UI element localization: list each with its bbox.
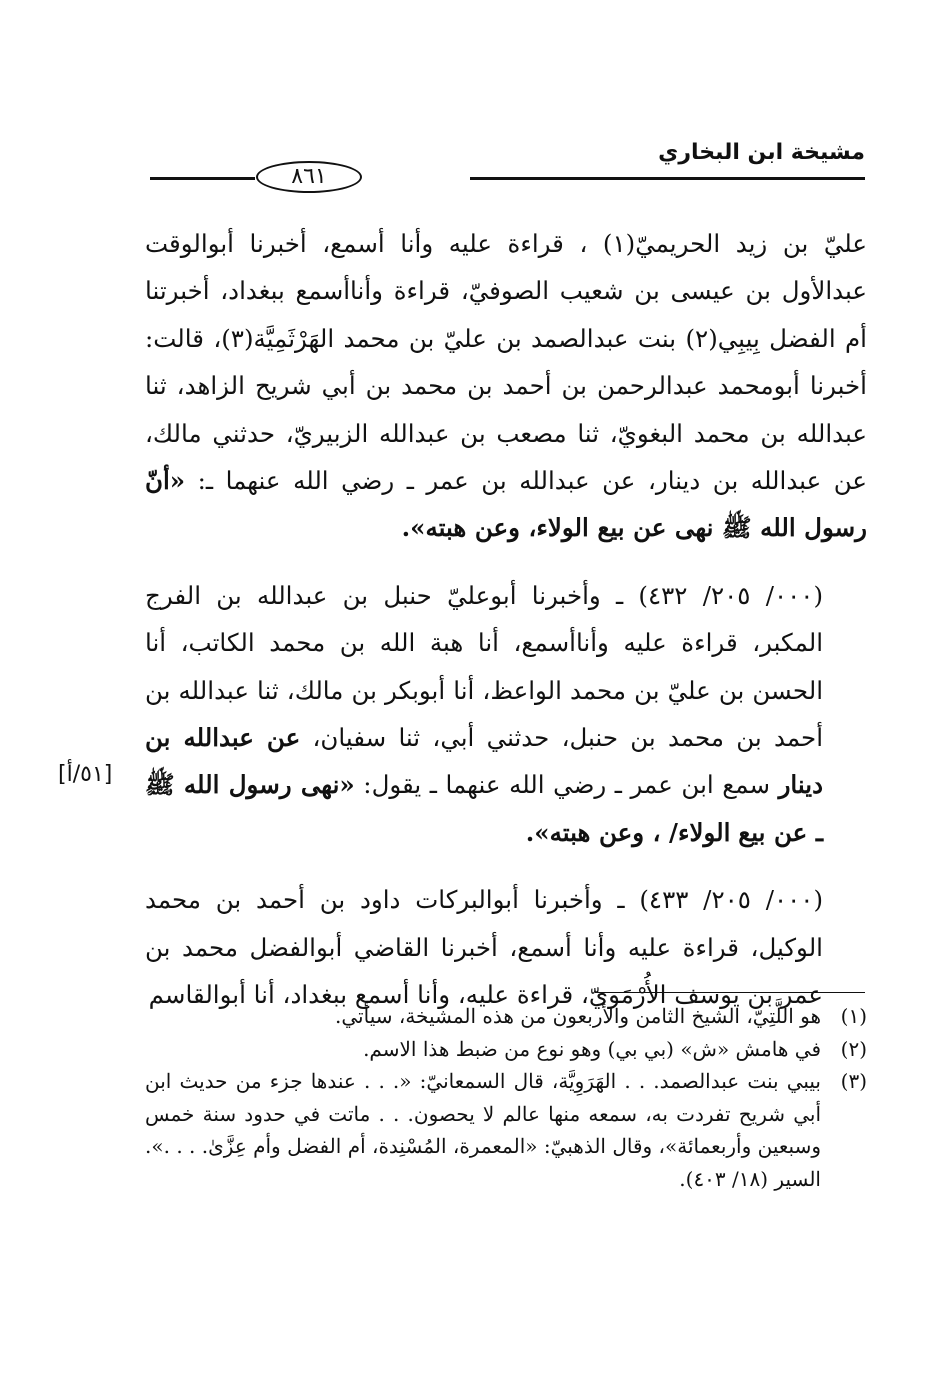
footnote	[145, 1000, 867, 1033]
text-line: عليّ بن زيد الحريميّ(١) ، قراءة عليه وأنا أسمع، أخبرنا أبوالوقت	[145, 229, 867, 258]
footnotes	[145, 1000, 867, 1195]
footnote-text: هو اللَّتِيّ، الشيخ الثامن والأربعون من هذه المشيخة، سيأتي.	[335, 1004, 821, 1028]
page-number: ٨٦١	[256, 161, 362, 193]
footnote	[145, 1033, 867, 1066]
hadith-text: «نهى رسول الله ﷺ ـ عن بيع	[145, 770, 823, 847]
footnote-number: (١)	[840, 1004, 867, 1028]
text-line: عبدالأول بن عيسى بن شعيب الصوفيّ، قراءة وأناأسمع ببغداد، أخبرتنا	[145, 276, 867, 306]
text-line: سمع ابن عمر ـ رضي الله عنهما ـ يقول:	[354, 770, 770, 800]
footnote-line: حديث ابن أبي شريح تفردت به، سمعه منها عالم لا يحصون. . . ماتت في	[145, 1069, 821, 1126]
page-header	[150, 140, 865, 190]
manuscript-folio-marker: [٥١/أ]	[58, 762, 113, 787]
footnote-text	[145, 1065, 821, 1163]
footnote-source: السير (١٨/ ٤٠٣).	[679, 1166, 821, 1191]
footnote-line: بيبي بنت عبدالصمد. . . الهَرَوِيَّة، قال السمعانيّ: «. . . عندها جزء من	[235, 1069, 821, 1093]
text-line: الوكيل، قراءة عليه وأنا أسمع، أخبرنا القاضي أبوالفضل محمد بن	[145, 932, 823, 962]
text-line: (٠٠٠/ ٢٠٥/ ٤٣٣) ـ وأخبرنا أبوالبركات داود بن أحمد بن محمد	[145, 885, 823, 915]
paragraph-1	[145, 220, 867, 552]
footnote-line: حدود سنة خمس وسبعين وأربعمائة»، وقال الذهبيّ: «المعمرة، المُسْنِدة، أم	[145, 1101, 821, 1158]
text-line: أحمد بن محمد بن حنبل، حدثني أبي، ثنا سفيان،	[300, 723, 823, 753]
text-line: عبدالله بن محمد البغويّ، ثنا مصعب بن عبدالله الزبيريّ، حدثني مالك،	[145, 418, 867, 448]
paragraph-3	[145, 876, 867, 1018]
text-line: المكبر، قراءة عليه وأناأسمع، أنا هبة الله بن محمد الكاتب، أنا	[145, 628, 823, 658]
footnote-divider	[595, 992, 865, 993]
text-line: أم الفضل بِيبِي(٢) بنت عبدالصمد بن عليّ بن محمد الهَرْثَمِيَّة(٣)، قالت:	[145, 323, 867, 353]
hadith-text: عن عبدالله بن دينار	[145, 723, 823, 800]
book-title: مشيخة ابن البخاري	[658, 140, 865, 165]
footnote-number: (٢)	[840, 1036, 867, 1061]
hadith-text: رسول الله ﷺ نهى عن بيع الولاء، وعن هبته».	[401, 513, 867, 543]
header-rule-left	[150, 177, 255, 180]
text-line: (٠٠٠/ ٢٠٥/ ٤٣٢) ـ وأخبرنا أبوعليّ حنبل بن عبدالله بن الفرج	[145, 580, 824, 610]
paragraph-2	[145, 572, 867, 856]
hadith-text: «أنّ	[145, 466, 186, 496]
header-rule-right	[470, 177, 865, 180]
footnote	[145, 1065, 867, 1163]
text-line: أخبرنا أبومحمد عبدالرحمن بن أحمد بن محمد بن أبي شريح الزاهد، ثنا	[145, 371, 867, 401]
text-line: عمر بن يوسف الأُرْمَويّ، قراءة عليه، وأنا أسمع ببغداد، أنا أبوالقاسم	[148, 980, 823, 1010]
text-line: عن عبدالله بن دينار، عن عبدالله بن عمر ـ رضي الله عنهما ـ:	[185, 466, 867, 496]
footnote-line: الفضل وأم عِزَّىٰ. . . .».	[145, 1134, 342, 1158]
text-line: الحسن بن عليّ بن محمد الواعظ، أنا أبوبكر بن مالك، ثنا عبدالله بن	[145, 675, 823, 705]
footnote-number: (٣)	[840, 1069, 867, 1093]
main-text	[145, 220, 867, 1019]
footnote-text: في هامش «ش» (بي بي) وهو نوع من ضبط هذا الاسم.	[363, 1036, 821, 1061]
hadith-text: الولاء/ ، وعن هبته».	[525, 817, 731, 847]
